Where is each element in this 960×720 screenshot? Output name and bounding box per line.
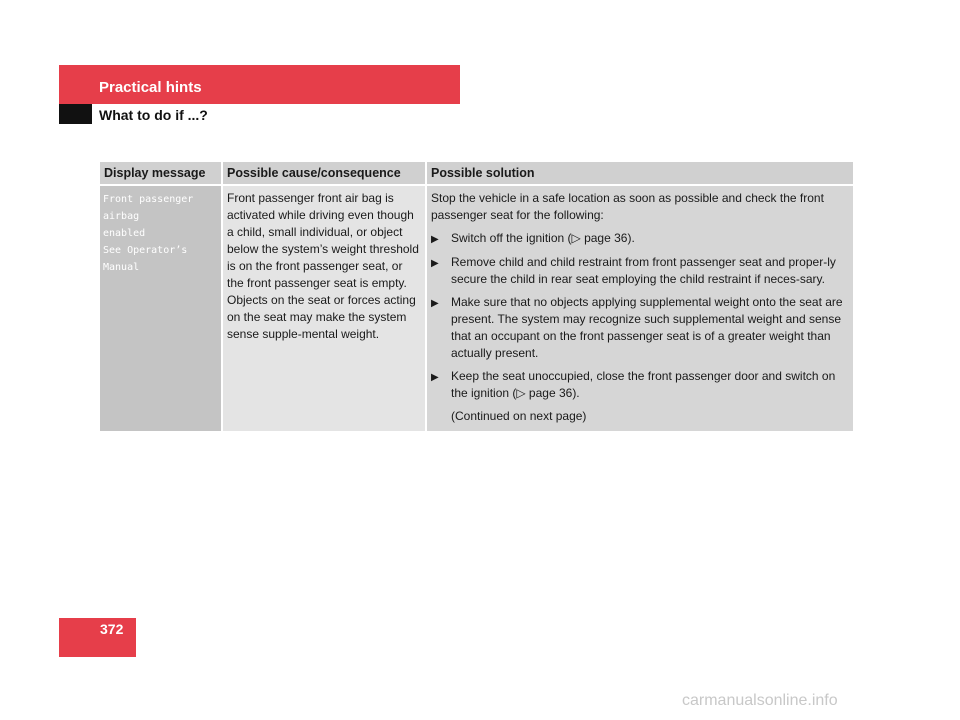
- display-message-cell: [100, 186, 221, 431]
- solution-step-text: Remove child and child restraint from front passenger seat and proper-ly secure the child in rear seat employing the child restraint if neces-sary.: [451, 255, 836, 286]
- display-message-line: See Operator’s: [103, 245, 188, 256]
- solution-step-text: Keep the seat unoccupied, close the front passenger door and switch on the ignition (▷ page 36).: [451, 369, 836, 400]
- watermark: carmanualsonline.info: [682, 692, 838, 709]
- table-header-row: [100, 162, 853, 184]
- display-message-line: airbag: [103, 211, 140, 222]
- section-title: Practical hints: [99, 79, 202, 96]
- continued-note: (Continued on next page): [451, 409, 587, 423]
- page-number-badge: [59, 618, 136, 657]
- header-marker: [59, 104, 92, 124]
- arrow-right-icon: ▶: [431, 258, 439, 269]
- display-message-line: enabled: [103, 228, 146, 239]
- cause-cell: [221, 186, 425, 431]
- header-possible-solution: Possible solution: [425, 162, 853, 184]
- section-subtitle: What to do if ...?: [99, 107, 208, 123]
- solution-step-text: Switch off the ignition (▷ page 36).: [451, 231, 635, 245]
- solution-intro: Stop the vehicle in a safe location as soon as possible and check the front passenger seat for the following:: [431, 191, 824, 222]
- header-possible-cause: Possible cause/consequence: [221, 162, 425, 184]
- solution-step: [431, 230, 849, 248]
- arrow-right-icon: ▶: [431, 298, 439, 309]
- arrow-right-icon: ▶: [431, 234, 439, 245]
- table-row: [100, 184, 853, 431]
- solution-step: [431, 254, 849, 288]
- cause-text: Front passenger front air bag is activated while driving even though a child, small individual, or object below the system’s weight threshold is on the front passenger seat, or the front passenger seat is empty. Objects on the seat or forces acting on the seat may make the system sense supple-mental weight.: [227, 191, 419, 341]
- solution-cell: [425, 186, 853, 431]
- arrow-right-icon: ▶: [431, 372, 439, 383]
- solution-step-text: Make sure that no objects applying supplemental weight onto the seat are present. The system may recognize such supplemental weight and sense that an occupant on the front passenger seat is of a greater weight than actually present.: [451, 295, 843, 360]
- header-display-message: Display message: [104, 166, 206, 180]
- display-message-line: Manual: [103, 262, 140, 273]
- solution-step: [431, 294, 849, 362]
- troubleshooting-table: [100, 162, 853, 431]
- solution-step: [431, 368, 849, 402]
- display-message-line: Front passenger: [103, 194, 194, 205]
- page-number: 372: [100, 621, 124, 637]
